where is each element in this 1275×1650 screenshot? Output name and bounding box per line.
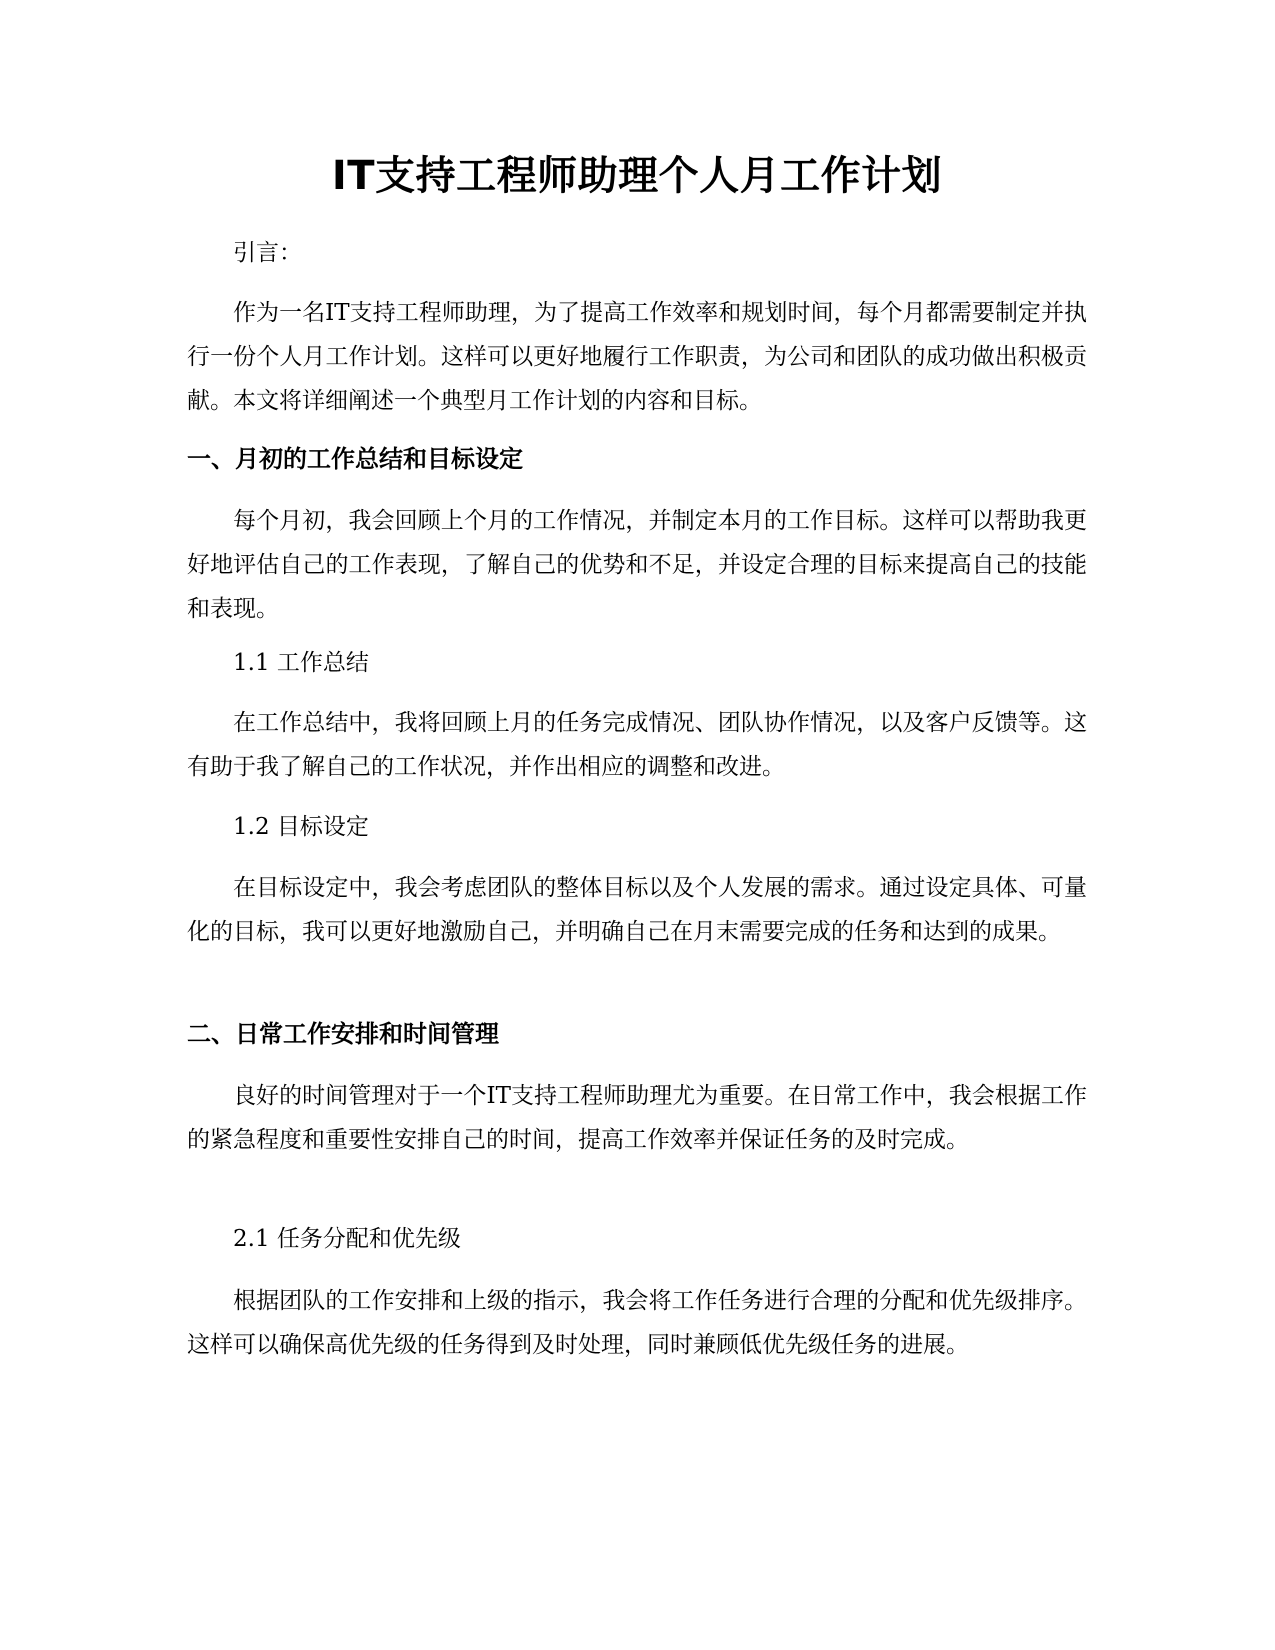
subsection-2-1-label: 2.1 任务分配和优先级 [233,1226,461,1252]
subsection-1-2-label: 1.2 目标设定 [233,814,369,840]
section-2-heading: 二、日常工作安排和时间管理 [187,1020,499,1048]
section-1-heading: 一、月初的工作总结和目标设定 [187,445,523,473]
intro-label: 引言： [233,240,302,266]
subsection-1-1-label: 1.1 工作总结 [233,650,369,676]
section-2-paragraph: 良好的时间管理对于一个IT支持工程师助理尤为重要。在日常工作中，我会根据工作的紧急程度和重要性安排自己的时间，提高工作效率并保证任务的及时完成。 [187,1083,1087,1153]
subsection-1-1-paragraph: 在工作总结中，我将回顾上月的任务完成情况、团队协作情况，以及客户反馈等。这有助于我了解自己的工作状况，并作出相应的调整和改进。 [187,710,1087,780]
section-1-paragraph: 每个月初，我会回顾上个月的工作情况，并制定本月的工作目标。这样可以帮助我更好地评估自己的工作表现，了解自己的优势和不足，并设定合理的目标来提高自己的技能和表现。 [187,508,1087,622]
document-title: IT支持工程师助理个人月工作计划 [331,153,943,199]
subsection-2-1-paragraph: 根据团队的工作安排和上级的指示，我会将工作任务进行合理的分配和优先级排序。这样可以确保高优先级的任务得到及时处理，同时兼顾低优先级任务的进展。 [187,1288,1087,1358]
intro-paragraph: 作为一名IT支持工程师助理，为了提高工作效率和规划时间，每个月都需要制定并执行一份个人月工作计划。这样可以更好地履行工作职责，为公司和团队的成功做出积极贡献。本文将详细阐述一个典型月工作计划的内容和目标。 [187,300,1087,414]
subsection-1-2-paragraph: 在目标设定中，我会考虑团队的整体目标以及个人发展的需求。通过设定具体、可量化的目标，我可以更好地激励自己，并明确自己在月末需要完成的任务和达到的成果。 [187,875,1087,945]
